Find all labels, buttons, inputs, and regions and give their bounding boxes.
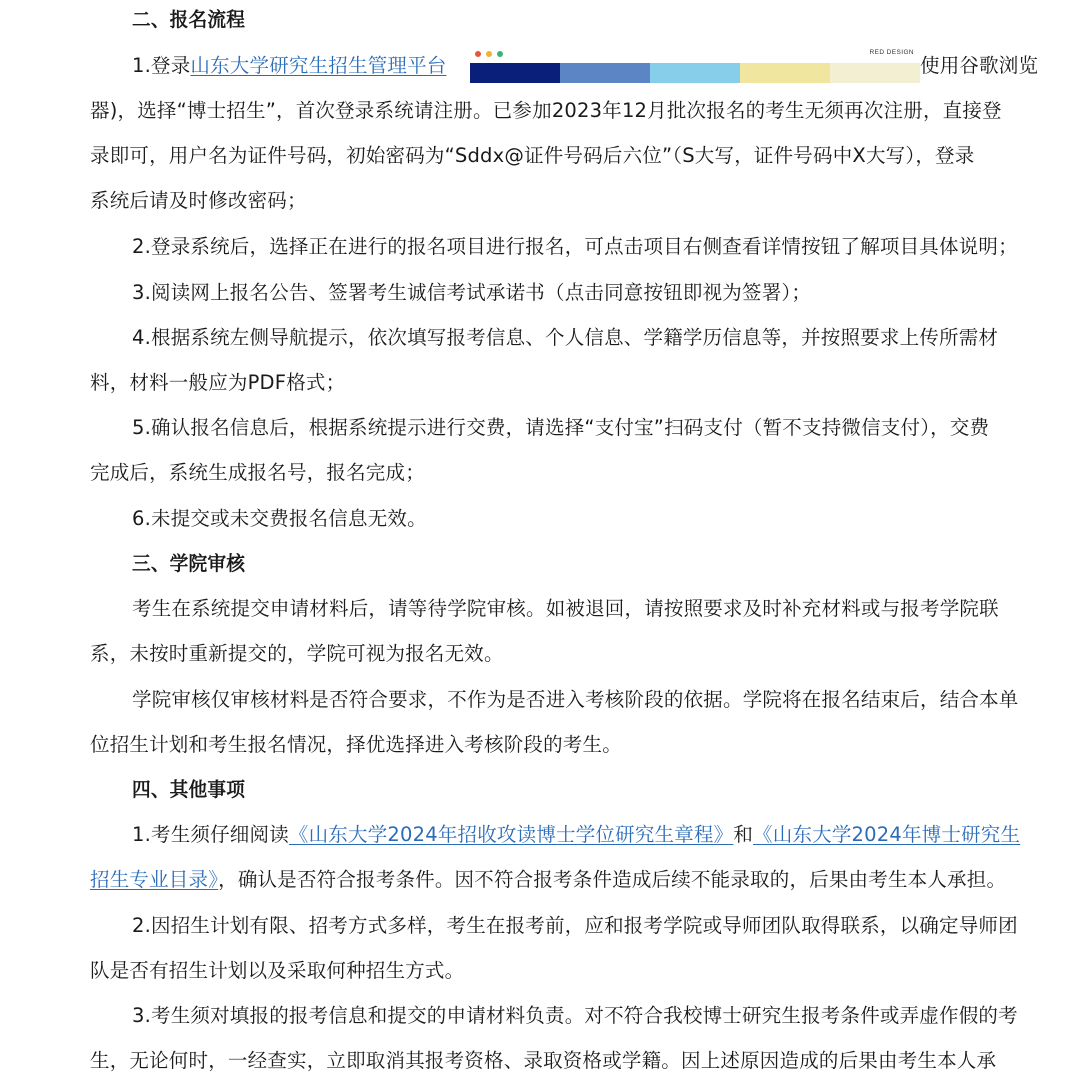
link-admission-regulations[interactable]: 《山东大学2024年招收攻读博士学位研究生章程》 [288,823,734,846]
paragraph-line: 录即可，用户名为证件号码，初始密码为“Sddx@证件号码后六位”（S大写，证件号码中X大写），登录 [90,144,975,167]
swatch [740,63,830,83]
section-heading-college-review: 三、学院审核 [132,552,246,575]
paragraph-line: 位招生计划和考生报名情况，择优选择进入考核阶段的考生。 [90,733,622,756]
link-admission-platform[interactable]: 山东大学研究生招生管理平台 [190,54,447,77]
paragraph-line: 学院审核仅审核材料是否符合要求，不作为是否进入考核阶段的依据。学院将在报名结束后，结合本单 [132,688,1019,711]
dot-green [497,51,503,57]
paragraph-line: 6.未提交或未交费报名信息无效。 [132,507,427,530]
link-program-catalog-continued[interactable]: 招生专业目录》 [90,868,219,891]
paragraph-line: 队是否有招生计划以及采取何种招生方式。 [90,959,465,982]
paragraph-line: 生，无论何时，一经查实，立即取消其报考资格、录取资格或学籍。因上述原因造成的后果由考生本人承 [90,1049,997,1072]
overlay-banner-image [470,47,920,85]
paragraph-line: 2.登录系统后，选择正在进行的报名项目进行报名，可点击项目右侧查看详情按钮了解项目具体说明； [132,235,1018,258]
section-heading-other-matters: 四、其他事项 [132,778,246,801]
window-dots [475,51,503,57]
paragraph-line: 料，材料一般应为PDF格式； [90,371,346,394]
paragraph-line: 3.考生须对填报的报考信息和提交的申请材料负责。对不符合我校博士研究生报考条件或弄虚作假的考 [132,1004,1018,1027]
paragraph-line: 5.确认报名信息后，根据系统提示进行交费，请选择“支付宝”扫码支付（暂不支持微信支付），交费 [132,416,990,439]
paragraph-line: 系统后请及时修改密码； [90,189,307,212]
link-program-catalog[interactable]: 《山东大学2024年博士研究生 [753,823,1021,846]
paragraph-line: 系，未按时重新提交的，学院可视为报名无效。 [90,642,504,665]
text-span: ，确认是否符合报考条件。因不符合报考条件造成后续不能录取的，后果由考生本人承担。 [218,868,1007,891]
paragraph-line [132,821,1050,849]
swatch [470,63,560,83]
text-span: 1.考生须仔细阅读 [132,823,289,846]
text-span: 使用谷歌浏览 [920,54,1039,77]
dot-red [475,51,481,57]
paragraph-line: 4.根据系统左侧导航提示，依次填写报考信息、个人信息、学籍学历信息等，并按照要求上传所需材 [132,326,999,349]
swatch [650,63,740,83]
section-heading-registration: 二、报名流程 [132,8,246,31]
text-span: 1.登录 [132,54,191,77]
swatch [830,63,920,83]
paragraph-line: 器)，选择“博士招生”，首次登录系统请注册。已参加2023年12月批次报名的考生无须再次注册，直接登 [90,99,1002,122]
swatch [560,63,650,83]
brand-label: RED DESIGN [869,49,914,56]
dot-yellow [486,51,492,57]
paragraph-line: 3.阅读网上报名公告、签署考生诚信考试承诺书（点击同意按钮即视为签署）； [132,281,812,304]
paragraph-line: 考生在系统提交申请材料后，请等待学院审核。如被退回，请按照要求及时补充材料或与报考学院联 [132,597,999,620]
paragraph-line: 2.因招生计划有限、招考方式多样，考生在报考前，应和报考学院或导师团队取得联系，以确定导师团 [132,914,1018,937]
paragraph-line: 完成后，系统生成报名号，报名完成； [90,461,425,484]
color-swatches [470,63,920,83]
paragraph-line [90,866,1050,894]
text-span: 和 [733,823,754,846]
